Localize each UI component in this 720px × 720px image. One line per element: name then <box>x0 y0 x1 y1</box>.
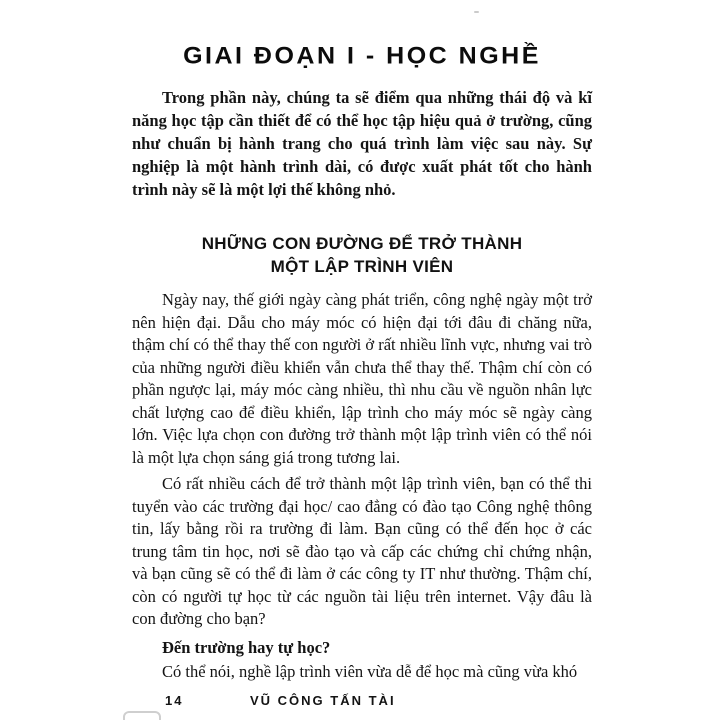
scan-artifact-speck <box>474 11 479 13</box>
body-paragraph-1: Ngày nay, thế giới ngày càng phát triển, công nghệ ngày một trở nên hiện đại. Dẫu cho máy móc có hiện đại tới đâu đi chăng nữa, thậm chí có thể thay thế con người ở rất nhiều lĩnh vực, nhưng vai trò của những người điều khiển vẫn chưa thể thay thế. Thậm chí còn có phần ngược lại, máy móc càng nhiều, thì nhu cầu về nguồn nhân lực chất lượng cao để điều khiển, lập trình cho máy móc sẽ ngày càng lớn. Việc lựa chọn con đường trở thành một lập trình viên có thể nói là một lựa chọn sáng giá trong tương lai. <box>132 290 592 467</box>
section-heading-line-1: NHỮNG CON ĐƯỜNG ĐỂ TRỞ THÀNH <box>201 234 523 253</box>
body-paragraph-3: Có thể nói, nghề lập trình viên vừa dễ để học mà cũng vừa khó <box>162 661 578 681</box>
body-paragraph-2: Có rất nhiều cách để trở thành một lập trình viên, bạn có thể thi tuyển vào các trường đại học/ cao đẳng có đào tạo Công nghệ thông tin, lấy bằng rồi ra trường đi làm. Bạn cũng có thể đến học ở các trung tâm tin học, nơi sẽ đào tạo và cấp các chứng chỉ chứng nhận, và bạn cũng sẽ có thể đi làm ở các công ty IT như thường. Thậm chí, còn có người tự học từ các nguồn tài liệu trên internet. Vậy đâu là con đường cho bạn? <box>132 474 592 628</box>
section-heading-line-2: MỘT LẬP TRÌNH VIÊN <box>270 257 454 276</box>
intro-paragraph: Trong phần này, chúng ta sẽ điểm qua những thái độ và kĩ năng học tập cần thiết để có thể học tập hiệu quả ở trường, cũng như chuẩn bị hành trang cho quá trình làm việc sau này. Sự nghiệp là một hành trình dài, có được xuất phát tốt cho hành trình này sẽ là một lợi thế không nhỏ. <box>132 88 592 199</box>
subheading: Đến trường hay tự học? <box>162 637 331 657</box>
section-heading <box>132 232 592 278</box>
page-footer <box>0 691 720 711</box>
footer-page-number: 14 <box>165 693 184 708</box>
bottom-left-corner-box <box>123 711 161 720</box>
page-content <box>132 42 592 683</box>
footer-author-name: VŨ CÔNG TẤN TÀI <box>250 693 396 708</box>
chapter-title: GIAI ĐOẠN I - HỌC NGHỀ <box>183 42 541 70</box>
